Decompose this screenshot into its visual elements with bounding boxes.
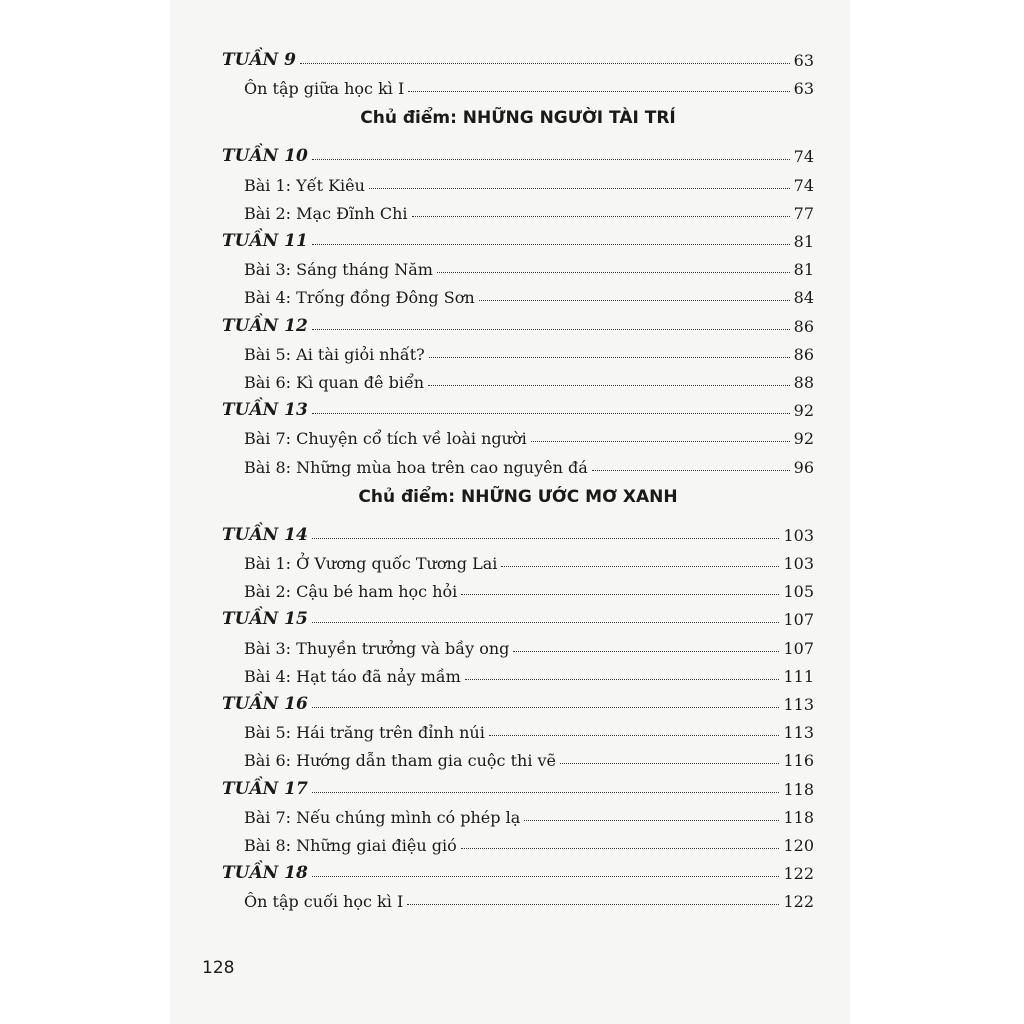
entry-page-number: 120 xyxy=(783,836,814,855)
entry-label: Bài 8: Những giai điệu gió xyxy=(244,836,457,855)
dot-leader xyxy=(428,385,790,386)
dot-leader xyxy=(408,91,789,92)
entry-page-number: 96 xyxy=(793,457,814,477)
dot-leader xyxy=(592,470,790,471)
entry-page-number: 84 xyxy=(793,288,814,308)
entry-page-number: 63 xyxy=(793,79,814,99)
week-entry[interactable] xyxy=(222,392,814,420)
entry-page-number: 116 xyxy=(783,751,814,771)
dot-leader xyxy=(524,820,779,821)
dot-leader xyxy=(479,300,790,301)
entry-page-number: 77 xyxy=(793,203,814,223)
entry-page-number: 118 xyxy=(783,807,814,827)
dot-leader xyxy=(461,594,779,595)
lesson-entry[interactable] xyxy=(244,195,814,223)
lesson-entry[interactable] xyxy=(244,714,814,742)
section-heading: Chủ điểm: NHỮNG NGƯỜI TÀI TRÍ xyxy=(360,108,676,129)
dot-leader xyxy=(312,413,790,414)
dot-leader xyxy=(560,763,779,764)
entry-label: Bài 6: Kì quan đê biển xyxy=(244,373,425,392)
entry-label: Bài 3: Sáng tháng Năm xyxy=(244,260,433,280)
dot-leader xyxy=(461,848,780,849)
dot-leader xyxy=(407,904,779,905)
entry-page-number: 118 xyxy=(783,779,814,799)
lesson-entry[interactable] xyxy=(244,251,814,279)
entry-page-number: 74 xyxy=(793,147,814,167)
entry-label: TUẦN 17 xyxy=(222,778,308,799)
dot-leader xyxy=(312,244,790,245)
week-entry[interactable] xyxy=(222,138,814,166)
dot-leader xyxy=(429,357,790,358)
entry-label: Bài 7: Chuyện cổ tích về loài người xyxy=(244,429,527,449)
entry-page-number: 88 xyxy=(793,373,814,392)
dot-leader xyxy=(501,566,779,567)
entry-label: Bài 2: Cậu bé ham học hỏi xyxy=(244,582,458,602)
dot-leader xyxy=(312,329,790,330)
entry-label: Bài 2: Mạc Đĩnh Chi xyxy=(244,203,408,223)
dot-leader xyxy=(437,272,790,273)
entry-page-number: 103 xyxy=(783,554,814,573)
lesson-entry[interactable] xyxy=(244,70,814,98)
entry-page-number: 113 xyxy=(783,695,814,714)
entry-label: Bài 6: Hướng dẫn tham gia cuộc thi vẽ xyxy=(244,751,557,771)
entry-page-number: 86 xyxy=(793,316,814,336)
week-entry[interactable] xyxy=(222,855,814,883)
entry-label: TUẦN 11 xyxy=(222,231,308,251)
dot-leader xyxy=(513,651,779,652)
lesson-entry[interactable] xyxy=(244,449,814,477)
entry-page-number: 81 xyxy=(793,260,814,280)
lesson-entry[interactable] xyxy=(244,167,814,195)
entry-page-number: 103 xyxy=(783,525,814,545)
dot-leader xyxy=(489,735,780,736)
entry-page-number: 92 xyxy=(793,401,814,421)
week-entry[interactable] xyxy=(222,223,814,251)
entry-label: Bài 3: Thuyền trưởng và bầy ong xyxy=(244,638,510,658)
dot-leader xyxy=(312,876,780,877)
entry-label: Bài 7: Nếu chúng mình có phép lạ xyxy=(244,807,521,827)
entry-label: Bài 1: Yết Kiêu xyxy=(244,175,365,195)
entry-label: Bài 4: Hạt táo đã nảy mầm xyxy=(244,666,461,686)
week-entry[interactable] xyxy=(222,517,814,545)
entry-label: Bài 5: Ai tài giỏi nhất? xyxy=(244,344,425,364)
lesson-entry[interactable] xyxy=(244,573,814,601)
week-entry[interactable] xyxy=(222,308,814,336)
page-number: 128 xyxy=(202,958,235,978)
week-entry[interactable] xyxy=(222,601,814,629)
entry-page-number: 92 xyxy=(793,429,814,449)
dot-leader xyxy=(300,63,790,64)
dot-leader xyxy=(465,679,780,680)
entry-label: TUẦN 16 xyxy=(222,694,308,714)
entry-label: TUẦN 14 xyxy=(222,524,308,545)
lesson-entry[interactable] xyxy=(244,742,814,770)
lesson-entry[interactable] xyxy=(244,827,814,855)
dot-leader xyxy=(369,188,790,189)
lesson-entry[interactable] xyxy=(244,630,814,658)
entry-label: Bài 8: Những mùa hoa trên cao nguyên đá xyxy=(244,457,588,477)
lesson-entry[interactable] xyxy=(244,545,814,573)
dot-leader xyxy=(412,216,790,217)
dot-leader xyxy=(531,441,790,442)
entry-label: Ôn tập giữa học kì I xyxy=(244,79,405,99)
entry-page-number: 63 xyxy=(793,51,814,70)
entry-page-number: 122 xyxy=(783,892,814,912)
entry-label: Bài 5: Hái trăng trên đỉnh núi xyxy=(244,723,485,743)
entry-label: TUẦN 9 xyxy=(222,50,296,70)
entry-label: Bài 1: Ở Vương quốc Tương Lai xyxy=(244,554,498,573)
lesson-entry[interactable] xyxy=(244,364,814,392)
entry-page-number: 105 xyxy=(783,582,814,602)
entry-page-number: 81 xyxy=(793,232,814,251)
entry-page-number: 111 xyxy=(783,666,814,686)
lesson-entry[interactable] xyxy=(244,799,814,827)
entry-page-number: 86 xyxy=(793,344,814,364)
entry-label: TUẦN 10 xyxy=(222,146,308,167)
week-entry[interactable] xyxy=(222,686,814,714)
dot-leader xyxy=(312,792,780,793)
entry-page-number: 107 xyxy=(783,610,814,630)
section-heading: Chủ điểm: NHỮNG ƯỚC MƠ XANH xyxy=(358,486,678,507)
entry-label: Bài 4: Trống đồng Đông Sơn xyxy=(244,288,475,308)
dot-leader xyxy=(312,538,780,539)
entry-label: TUẦN 18 xyxy=(222,863,308,884)
lesson-entry[interactable] xyxy=(244,279,814,307)
entry-label: Ôn tập cuối học kì I xyxy=(244,892,404,912)
dot-leader xyxy=(312,707,780,708)
lesson-entry[interactable] xyxy=(244,336,814,364)
week-entry[interactable] xyxy=(222,42,814,70)
lesson-entry[interactable] xyxy=(244,420,814,448)
dot-leader xyxy=(312,159,790,160)
entry-label: TUẦN 12 xyxy=(222,315,308,336)
entry-label: TUẦN 13 xyxy=(222,400,308,421)
entry-label: TUẦN 15 xyxy=(222,609,308,630)
lesson-entry[interactable] xyxy=(244,883,814,911)
entry-page-number: 107 xyxy=(783,638,814,658)
entry-page-number: 113 xyxy=(783,723,814,743)
week-entry[interactable] xyxy=(222,771,814,799)
entry-page-number: 122 xyxy=(783,864,814,884)
lesson-entry[interactable] xyxy=(244,658,814,686)
dot-leader xyxy=(312,622,780,623)
entry-page-number: 74 xyxy=(793,175,814,195)
